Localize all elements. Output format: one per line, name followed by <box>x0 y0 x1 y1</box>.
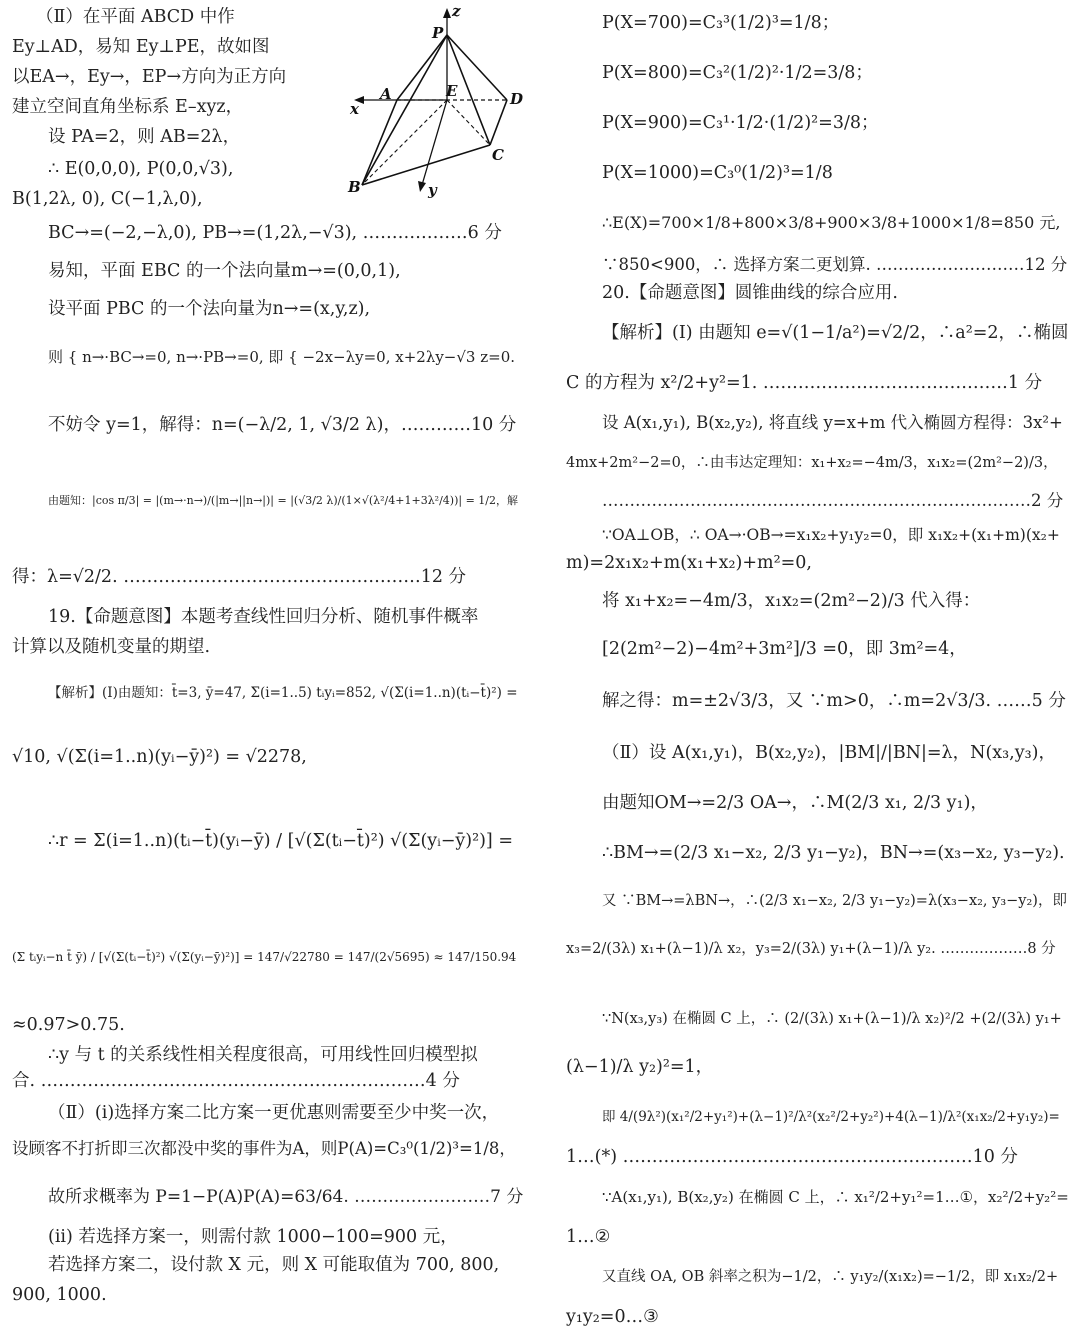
text-line: 得：λ=√2/2. ……………………………………………12 分 <box>12 567 467 587</box>
text-line: ∵850<900，∴ 选择方案二更划算. ………………………12 分 <box>602 255 1068 274</box>
text-line: 若选择方案二，设付款 X 元，则 X 可能取值为 700, 800, <box>48 1255 500 1275</box>
text-line: P(X=700)=C₃³(1/2)³=1/8； <box>602 13 840 33</box>
text-line: 又 ∵BM→=λBN→，∴(2/3 x₁−x₂, 2/3 y₁−y₂)=λ(x₃−x₂, y₃−y₂)，即 <box>602 893 1067 909</box>
text-line: （Ⅱ）设 A(x₁,y₁)，B(x₂,y₂)，|BM|/|BN|=λ，N(x₃,y₃)， <box>602 743 1056 763</box>
text-line: 900, 1000. <box>12 1285 107 1305</box>
text-line: (λ−1)/λ y₂)²=1， <box>566 1057 714 1077</box>
label-B: B <box>348 178 361 196</box>
text-line: ∴BM→=(2/3 x₁−x₂, 2/3 y₁−y₂)，BN→=(x₃−x₂, y₃−y₂). <box>602 843 1065 863</box>
text-line: P(X=800)=C₃²(1/2)²·1/2=3/8； <box>602 63 873 83</box>
text-line: 建立空间直角坐标系 E–xyz， <box>12 97 244 117</box>
text-line: ∴r = Σ(i=1..n)(tᵢ−t̄)(yᵢ−ȳ) / [√(Σ(tᵢ−t̄)²) √(Σ(yᵢ−ȳ)²)] = <box>48 831 513 851</box>
text-line: 设 A(x₁,y₁), B(x₂,y₂), 将直线 y=x+m 代入椭圆方程得：3x²+ <box>602 413 1063 432</box>
text-line: 1…(*) ……………………………………………………10 分 <box>566 1147 1018 1167</box>
text-line: （Ⅱ）在平面 ABCD 中作 <box>36 7 235 27</box>
text-line: ∴y 与 t 的关系线性相关程度很高，可用线性回归模型拟 <box>48 1045 478 1065</box>
text-line: 设顾客不打折即三次都没中奖的事件为A，则P(A)=C₃⁰(1/2)³=1/8， <box>12 1139 516 1158</box>
text-line: ∵N(x₃,y₃) 在椭圆 C 上，∴ (2/(3λ) x₁+(λ−1)/λ x₂)²/2 +(2/(3λ) y₁+ <box>602 1011 1062 1027</box>
text-line: 以EA→，Ey→，EP→方向为正方向 <box>12 67 287 87</box>
text-line: 易知，平面 EBC 的一个法向量m→=(0,0,1), <box>48 261 401 281</box>
text-line: 4mx+2m²−2=0，∴由韦达定理知：x₁+x₂=−4m/3，x₁x₂=(2m²−2)/3， <box>566 455 1058 471</box>
text-line: x₃=2/(3λ) x₁+(λ−1)/λ x₂，y₃=2/(3λ) y₁+(λ−1)/λ y₂. ………………8 分 <box>566 941 1056 957</box>
text-line: √10, √(Σ(i=1..n)(yᵢ−ȳ)²) = √2278, <box>12 747 307 767</box>
text-line: 1…② <box>566 1227 611 1247</box>
text-line: P(X=1000)=C₃⁰(1/2)³=1/8 <box>602 163 833 183</box>
text-line: ∴ E(0,0,0), P(0,0,√3), <box>48 159 234 179</box>
text-line: 即 4/(9λ²)(x₁²/2+y₁²)+(λ−1)²/λ²(x₂²/2+y₂²)+4(λ−1)/λ²(x₁x₂/2+y₁y₂)= <box>602 1109 1060 1125</box>
label-z: z <box>452 2 461 20</box>
text-line: ∵A(x₁,y₁), B(x₂,y₂) 在椭圆 C 上，∴ x₁²/2+y₁²=1…①，x₂²/2+y₂²= <box>602 1188 1069 1206</box>
section-20-heading: 20.【命题意图】圆锥曲线的综合应用. <box>602 283 898 303</box>
text-line: (Σ tᵢyᵢ−n t̄ ȳ) / [√(Σ(tᵢ−t̄)²) √(Σ(yᵢ−ȳ)²)] = 147/√22780 = 147/(2√5695) ≈ 147/150.94 <box>12 950 517 964</box>
pyramid-coordinate-figure <box>342 0 542 205</box>
text-line: 【解析】(Ⅰ)由题知：t̄=3, ȳ=47, Σ(i=1..5) tᵢyᵢ=852, √(Σ(i=1..n)(tᵢ−t̄)²) = <box>48 685 518 701</box>
label-A: A <box>380 85 392 103</box>
text-line: ∴E(X)=700×1/8+800×3/8+900×3/8+1000×1/8=850 元, <box>602 213 1061 232</box>
dotted-leader: ……………………………………………………………………2 分 <box>602 491 1064 510</box>
text-line: 设 PA=2，则 AB=2λ， <box>48 127 241 147</box>
text-line: 故所求概率为 P=1−P(A)P(A)=63/64. ……………………7 分 <box>48 1187 524 1207</box>
pyramid-diagram <box>342 0 542 205</box>
text-line: B(1,2λ, 0), C(−1,λ,0), <box>12 189 203 209</box>
text-line: P(X=900)=C₃¹·1/2·(1/2)²=3/8； <box>602 113 879 133</box>
label-D: D <box>510 90 524 108</box>
text-line: 解之得：m=±2√3/3，又 ∵m>0，∴m=2√3/3. ……5 分 <box>602 691 1066 711</box>
text-line: 设平面 PBC 的一个法向量为n→=(x,y,z), <box>48 299 371 319</box>
text-line: m)=2x₁x₂+m(x₁+x₂)+m²=0, <box>566 553 812 573</box>
text-line: y₁y₂=0…③ <box>566 1307 659 1327</box>
text-line: ≈0.97>0.75. <box>12 1015 125 1035</box>
text-line: 又直线 OA, OB 斜率之积为−1/2，∴ y₁y₂/(x₁x₂)=−1/2，即 x₁x₂/2+ <box>602 1269 1059 1285</box>
label-C: C <box>492 146 504 164</box>
text-line: 计算以及随机变量的期望. <box>12 637 211 657</box>
text-line: [2(2m²−2)−4m²+3m²]/3 =0，即 3m²=4， <box>602 639 967 659</box>
text-line: C 的方程为 x²/2+y²=1. ……………………………………1 分 <box>566 373 1043 393</box>
text-line: 合. …………………………………………………………4 分 <box>12 1071 460 1091</box>
text-line: 则 { n→·BC→=0, n→·PB→=0, 即 { −2x−λy=0, x+2λy−√3 z=0. <box>48 348 516 366</box>
label-x: x <box>350 100 359 118</box>
text-line: 【解析】(Ⅰ) 由题知 e=√(1−1/a²)=√2/2，∴a²=2，∴椭圆 <box>602 323 1069 343</box>
label-P: P <box>432 24 444 42</box>
text-line: 由题知：|cos π/3| = |(m→·n→)/(|m→||n→|)| = |(√3/2 λ)/(1×√(λ²/4+1+3λ²/4))| = 1/2，解 <box>48 494 518 507</box>
text-line: 不妨令 y=1，解得：n=(−λ/2, 1, √3/2 λ)，…………10 分 <box>48 415 517 435</box>
text-line: （Ⅱ）(i)选择方案二比方案一更优惠则需要至少中奖一次， <box>48 1103 500 1123</box>
label-E: E <box>446 82 458 100</box>
text-line: 由题知OM→=2/3 OA→，∴M(2/3 x₁, 2/3 y₁)， <box>602 793 988 813</box>
text-line: 将 x₁+x₂=−4m/3，x₁x₂=(2m²−2)/3 代入得： <box>602 591 981 611</box>
text-line: (ii) 若选择方案一，则需付款 1000−100=900 元， <box>48 1227 458 1247</box>
text-line: BC→=(−2,−λ,0), PB→=(1,2λ,−√3), ………………6 分 <box>48 223 502 243</box>
label-y: y <box>428 181 437 199</box>
section-19-heading: 19.【命题意图】本题考查线性回归分析、随机事件概率 <box>48 607 479 627</box>
text-line: ∵OA⊥OB，∴ OA→·OB→=x₁x₂+y₁y₂=0，即 x₁x₂+(x₁+m)(x₂+ <box>602 526 1060 544</box>
text-line: Ey⊥AD，易知 Ey⊥PE，故如图 <box>12 37 270 57</box>
